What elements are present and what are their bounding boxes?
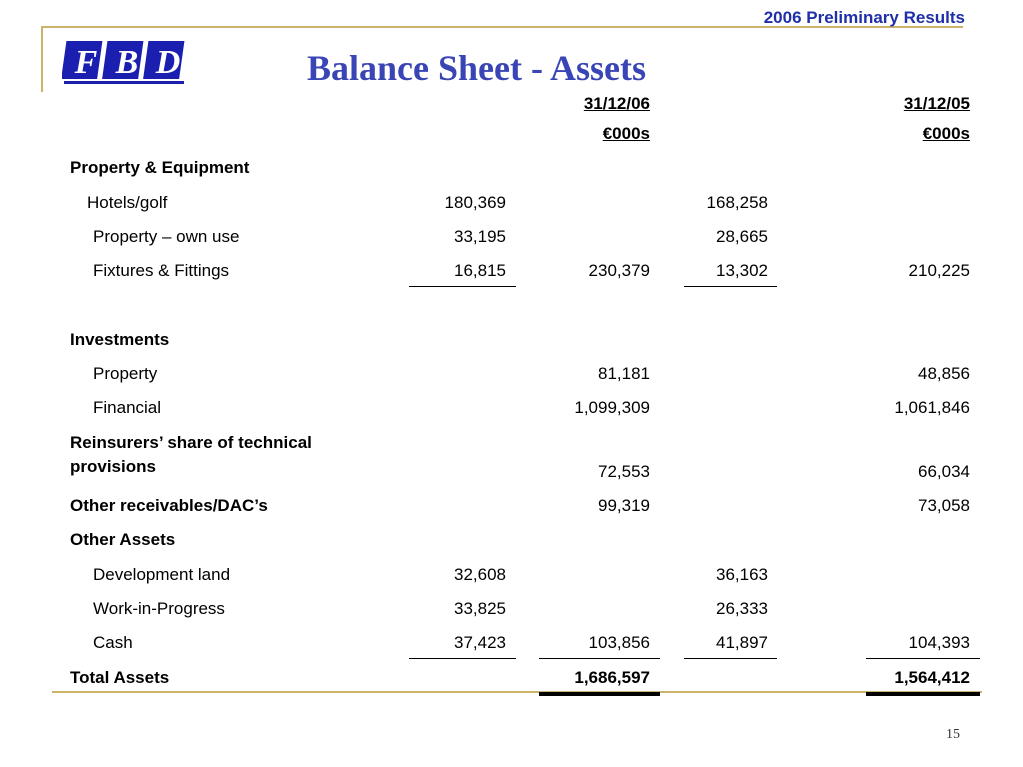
total-double-rule-05 — [866, 692, 980, 696]
presentation-title: 2006 Preliminary Results — [763, 8, 965, 27]
value-inv-property-05: 48,856 — [918, 364, 970, 383]
header-side-rule — [41, 26, 43, 92]
logo-letter-d — [143, 41, 184, 81]
value-fixtures-05: 13,302 — [716, 261, 768, 280]
subtotal-rule-06 — [409, 286, 516, 287]
value-property-own-use-06: 33,195 — [454, 227, 506, 246]
col1-date-header: 31/12/06 — [583, 94, 650, 113]
footer-rule — [52, 691, 982, 693]
subtotal-rule-05 — [684, 286, 777, 287]
slide-title: Balance Sheet - Assets — [307, 48, 646, 88]
value-dev-land-06: 32,608 — [454, 565, 506, 584]
col2-date-header: 31/12/05 — [903, 94, 970, 113]
logo-letter-b — [102, 41, 143, 81]
row-label-reinsurers-line2: provisions — [70, 457, 156, 476]
section-other-assets: Other Assets — [70, 530, 176, 549]
value-cash-06: 37,423 — [454, 633, 506, 652]
total-property-equipment-05: 210,225 — [908, 261, 970, 280]
other-assets-rule-06-sub — [409, 658, 516, 659]
row-label-financial: Financial — [93, 398, 162, 417]
value-inv-property-06: 81,181 — [598, 364, 650, 383]
col1-unit-header: €000s — [602, 124, 650, 143]
row-label-fixtures: Fixtures & Fittings — [93, 261, 230, 280]
value-receivables-05: 73,058 — [918, 496, 970, 515]
section-property-equipment: Property & Equipment — [70, 158, 250, 177]
value-reinsurers-06: 72,553 — [598, 462, 650, 481]
svg-text:D: D — [155, 44, 181, 81]
value-property-own-use-05: 28,665 — [716, 227, 768, 246]
row-label-property-own-use: Property – own use — [93, 227, 240, 246]
total-double-rule-06 — [539, 692, 660, 696]
svg-text:F: F — [74, 44, 98, 81]
row-label-receivables: Other receivables/DAC’s — [70, 496, 268, 515]
logo-letter-f — [62, 41, 102, 81]
row-label-wip: Work-in-Progress — [93, 599, 225, 618]
value-wip-06: 33,825 — [454, 599, 506, 618]
value-reinsurers-05: 66,034 — [918, 462, 970, 481]
row-label-inv-property: Property — [93, 364, 158, 383]
value-financial-06: 1,099,309 — [574, 398, 650, 417]
value-receivables-06: 99,319 — [598, 496, 650, 515]
value-financial-05: 1,061,846 — [894, 398, 970, 417]
other-assets-rule-05-sub — [684, 658, 777, 659]
value-total-assets-06: 1,686,597 — [574, 668, 650, 687]
value-wip-05: 26,333 — [716, 599, 768, 618]
row-label-dev-land: Development land — [93, 565, 231, 584]
value-fixtures-06: 16,815 — [454, 261, 506, 280]
row-label-reinsurers-line1: Reinsurers’ share of technical — [70, 433, 312, 452]
total-property-equipment-06: 230,379 — [588, 261, 650, 280]
svg-text:B: B — [115, 44, 139, 81]
value-hotels-golf-05: 168,258 — [706, 193, 768, 212]
value-dev-land-05: 36,163 — [716, 565, 768, 584]
value-hotels-golf-06: 180,369 — [444, 193, 506, 212]
row-label-cash: Cash — [93, 633, 133, 652]
other-assets-rule-05-tot — [866, 658, 980, 659]
value-cash-05: 41,897 — [716, 633, 768, 652]
row-label-total-assets: Total Assets — [70, 668, 170, 687]
col2-unit-header: €000s — [922, 124, 970, 143]
section-investments: Investments — [70, 330, 170, 349]
fbd-logo — [62, 37, 192, 87]
total-other-assets-06: 103,856 — [588, 633, 650, 652]
total-other-assets-05: 104,393 — [908, 633, 970, 652]
page-number: 15 — [946, 727, 960, 742]
value-total-assets-05: 1,564,412 — [894, 668, 970, 687]
other-assets-rule-06-tot — [539, 658, 660, 659]
row-label-hotels-golf: Hotels/golf — [87, 193, 168, 212]
